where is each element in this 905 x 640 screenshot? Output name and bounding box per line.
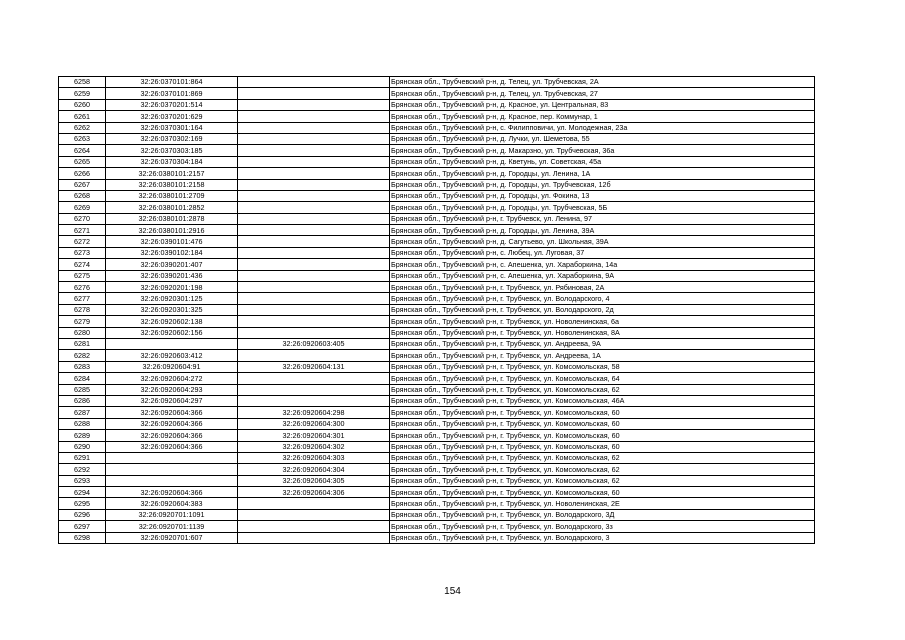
table-row [59, 407, 815, 418]
row-number-cell: 6272 [59, 236, 106, 247]
row-number-cell: 6261 [59, 111, 106, 122]
row-number-cell: 6287 [59, 407, 106, 418]
document-page [58, 76, 814, 544]
cadastral-number-cell [106, 338, 238, 349]
cadastral-number-cell: 32:26:0370302:169 [106, 133, 238, 144]
address-cell: Брянская обл., Трубчевский р-н, г. Трубчевск, ул. Комсомольская, 60 [390, 430, 815, 441]
cadastral-number-cell: 32:26:0390102:184 [106, 247, 238, 258]
table-body [59, 77, 815, 544]
row-number-cell: 6270 [59, 213, 106, 224]
cadastral-number-cell: 32:26:0390201:407 [106, 259, 238, 270]
row-number-cell: 6262 [59, 122, 106, 133]
table-row [59, 236, 815, 247]
cadastral-number-cell: 32:26:0920602:156 [106, 327, 238, 338]
row-number-cell: 6265 [59, 156, 106, 167]
cadastral-table [58, 76, 815, 544]
linked-cadastral-number-cell [238, 327, 390, 338]
cadastral-number-cell: 32:26:0920604:383 [106, 498, 238, 509]
linked-cadastral-number-cell: 32:26:0920604:303 [238, 452, 390, 463]
row-number-cell: 6266 [59, 168, 106, 179]
cadastral-number-cell: 32:26:0370303:185 [106, 145, 238, 156]
cadastral-number-cell: 32:26:0390101:476 [106, 236, 238, 247]
cadastral-number-cell [106, 452, 238, 463]
row-number-cell: 6278 [59, 304, 106, 315]
table-row [59, 316, 815, 327]
linked-cadastral-number-cell: 32:26:0920604:301 [238, 430, 390, 441]
address-cell: Брянская обл., Трубчевский р-н, г. Трубчевск, ул. Комсомольская, 60 [390, 418, 815, 429]
cadastral-number-cell: 32:26:0380101:2157 [106, 168, 238, 179]
linked-cadastral-number-cell: 32:26:0920604:302 [238, 441, 390, 452]
cadastral-number-cell: 32:26:0920603:412 [106, 350, 238, 361]
table-row [59, 259, 815, 270]
table-row [59, 282, 815, 293]
table-row [59, 350, 815, 361]
address-cell: Брянская обл., Трубчевский р-н, д. Телец, ул. Трубчевская, 2А [390, 77, 815, 88]
cadastral-number-cell: 32:26:0920201:198 [106, 282, 238, 293]
table-row [59, 327, 815, 338]
address-cell: Брянская обл., Трубчевский р-н, д. Красное, пер. Коммунар, 1 [390, 111, 815, 122]
table-row [59, 304, 815, 315]
table-row [59, 521, 815, 532]
linked-cadastral-number-cell [238, 202, 390, 213]
cadastral-number-cell: 32:26:0380101:2158 [106, 179, 238, 190]
linked-cadastral-number-cell [238, 384, 390, 395]
cadastral-number-cell: 32:26:0920701:1139 [106, 521, 238, 532]
row-number-cell: 6273 [59, 247, 106, 258]
row-number-cell: 6293 [59, 475, 106, 486]
address-cell: Брянская обл., Трубчевский р-н, с. Филипповичи, ул. Молодежная, 23а [390, 122, 815, 133]
page-number: 154 [444, 586, 461, 597]
address-cell: Брянская обл., Трубчевский р-н, г. Трубчевск, ул. Ленина, 97 [390, 213, 815, 224]
cadastral-number-cell: 32:26:0920604:91 [106, 361, 238, 372]
table-row [59, 99, 815, 110]
cadastral-number-cell: 32:26:0920604:272 [106, 373, 238, 384]
row-number-cell: 6285 [59, 384, 106, 395]
linked-cadastral-number-cell [238, 168, 390, 179]
cadastral-number-cell [106, 475, 238, 486]
address-cell: Брянская обл., Трубчевский р-н, г. Трубчевск, ул. Новоленинская, 8А [390, 327, 815, 338]
address-cell: Брянская обл., Трубчевский р-н, д. Городцы, ул. Трубчевская, 12б [390, 179, 815, 190]
cadastral-number-cell: 32:26:0920301:125 [106, 293, 238, 304]
table-row [59, 373, 815, 384]
table-row [59, 247, 815, 258]
table-row [59, 441, 815, 452]
linked-cadastral-number-cell [238, 88, 390, 99]
row-number-cell: 6280 [59, 327, 106, 338]
row-number-cell: 6269 [59, 202, 106, 213]
row-number-cell: 6283 [59, 361, 106, 372]
linked-cadastral-number-cell: 32:26:0920604:306 [238, 487, 390, 498]
linked-cadastral-number-cell [238, 225, 390, 236]
cadastral-number-cell: 32:26:0370201:514 [106, 99, 238, 110]
table-row [59, 509, 815, 520]
address-cell: Брянская обл., Трубчевский р-н, г. Трубчевск, ул. Комсомольская, 60 [390, 407, 815, 418]
row-number-cell: 6263 [59, 133, 106, 144]
linked-cadastral-number-cell: 32:26:0920603:405 [238, 338, 390, 349]
linked-cadastral-number-cell: 32:26:0920604:304 [238, 464, 390, 475]
linked-cadastral-number-cell: 32:26:0920604:298 [238, 407, 390, 418]
row-number-cell: 6286 [59, 395, 106, 406]
cadastral-number-cell: 32:26:0920301:325 [106, 304, 238, 315]
linked-cadastral-number-cell [238, 532, 390, 543]
row-number-cell: 6281 [59, 338, 106, 349]
address-cell: Брянская обл., Трубчевский р-н, г. Трубчевск, ул. Комсомольская, 62 [390, 464, 815, 475]
address-cell: Брянская обл., Трубчевский р-н, г. Трубчевск, ул. Володарского, 2д [390, 304, 815, 315]
linked-cadastral-number-cell: 32:26:0920604:131 [238, 361, 390, 372]
row-number-cell: 6259 [59, 88, 106, 99]
row-number-cell: 6295 [59, 498, 106, 509]
table-row [59, 418, 815, 429]
address-cell: Брянская обл., Трубчевский р-н, г. Трубчевск, ул. Новоленинская, 2Е [390, 498, 815, 509]
row-number-cell: 6282 [59, 350, 106, 361]
table-row [59, 202, 815, 213]
linked-cadastral-number-cell [238, 156, 390, 167]
address-cell: Брянская обл., Трубчевский р-н, д. Городцы, ул. Ленина, 1А [390, 168, 815, 179]
table-row [59, 487, 815, 498]
linked-cadastral-number-cell [238, 133, 390, 144]
address-cell: Брянская обл., Трубчевский р-н, г. Трубчевск, ул. Андреева, 9А [390, 338, 815, 349]
address-cell: Брянская обл., Трубчевский р-н, г. Трубчевск, ул. Рябиновая, 2А [390, 282, 815, 293]
table-row [59, 225, 815, 236]
table-row [59, 498, 815, 509]
address-cell: Брянская обл., Трубчевский р-н, г. Трубчевск, ул. Комсомольская, 60 [390, 487, 815, 498]
linked-cadastral-number-cell [238, 122, 390, 133]
cadastral-number-cell: 32:26:0920604:366 [106, 407, 238, 418]
row-number-cell: 6294 [59, 487, 106, 498]
address-cell: Брянская обл., Трубчевский р-н, г. Трубчевск, ул. Володарского, 4 [390, 293, 815, 304]
table-row [59, 133, 815, 144]
row-number-cell: 6274 [59, 259, 106, 270]
table-row [59, 532, 815, 543]
linked-cadastral-number-cell [238, 270, 390, 281]
address-cell: Брянская обл., Трубчевский р-н, г. Трубчевск, ул. Комсомольская, 64 [390, 373, 815, 384]
address-cell: Брянская обл., Трубчевский р-н, д. Городцы, ул. Ленина, 39А [390, 225, 815, 236]
linked-cadastral-number-cell [238, 509, 390, 520]
address-cell: Брянская обл., Трубчевский р-н, г. Трубчевск, ул. Андреева, 1А [390, 350, 815, 361]
linked-cadastral-number-cell [238, 259, 390, 270]
table-row [59, 190, 815, 201]
address-cell: Брянская обл., Трубчевский р-н, с. Апешенка, ул. Хараборкина, 14а [390, 259, 815, 270]
address-cell: Брянская обл., Трубчевский р-н, г. Трубчевск, ул. Володарского, 3з [390, 521, 815, 532]
linked-cadastral-number-cell [238, 179, 390, 190]
row-number-cell: 6290 [59, 441, 106, 452]
cadastral-number-cell: 32:26:0920604:366 [106, 441, 238, 452]
cadastral-number-cell: 32:26:0370101:869 [106, 88, 238, 99]
row-number-cell: 6264 [59, 145, 106, 156]
row-number-cell: 6296 [59, 509, 106, 520]
address-cell: Брянская обл., Трубчевский р-н, д. Городцы, ул. Трубчевская, 5Б [390, 202, 815, 213]
table-row [59, 179, 815, 190]
row-number-cell: 6271 [59, 225, 106, 236]
address-cell: Брянская обл., Трубчевский р-н, д. Красное, ул. Центральная, 83 [390, 99, 815, 110]
cadastral-number-cell: 32:26:0920602:138 [106, 316, 238, 327]
cadastral-number-cell: 32:26:0920604:366 [106, 430, 238, 441]
linked-cadastral-number-cell [238, 111, 390, 122]
linked-cadastral-number-cell [238, 247, 390, 258]
address-cell: Брянская обл., Трубчевский р-н, д. Лучки, ул. Шеметова, 55 [390, 133, 815, 144]
cadastral-number-cell: 32:26:0370301:164 [106, 122, 238, 133]
address-cell: Брянская обл., Трубчевский р-н, г. Трубчевск, ул. Новоленинская, 6а [390, 316, 815, 327]
address-cell: Брянская обл., Трубчевский р-н, г. Трубчевск, ул. Володарского, 3 [390, 532, 815, 543]
row-number-cell: 6258 [59, 77, 106, 88]
table-row [59, 338, 815, 349]
linked-cadastral-number-cell: 32:26:0920604:305 [238, 475, 390, 486]
row-number-cell: 6289 [59, 430, 106, 441]
linked-cadastral-number-cell [238, 99, 390, 110]
table-row [59, 122, 815, 133]
cadastral-number-cell: 32:26:0920604:297 [106, 395, 238, 406]
linked-cadastral-number-cell [238, 190, 390, 201]
row-number-cell: 6292 [59, 464, 106, 475]
address-cell: Брянская обл., Трубчевский р-н, д. Сагутьево, ул. Школьная, 39А [390, 236, 815, 247]
cadastral-number-cell: 32:26:0390201:436 [106, 270, 238, 281]
linked-cadastral-number-cell [238, 316, 390, 327]
address-cell: Брянская обл., Трубчевский р-н, д. Телец, ул. Трубчевская, 27 [390, 88, 815, 99]
row-number-cell: 6297 [59, 521, 106, 532]
address-cell: Брянская обл., Трубчевский р-н, г. Трубчевск, ул. Комсомольская, 62 [390, 452, 815, 463]
linked-cadastral-number-cell [238, 395, 390, 406]
table-row [59, 213, 815, 224]
linked-cadastral-number-cell [238, 498, 390, 509]
address-cell: Брянская обл., Трубчевский р-н, г. Трубчевск, ул. Комсомольская, 62 [390, 384, 815, 395]
linked-cadastral-number-cell [238, 350, 390, 361]
row-number-cell: 6291 [59, 452, 106, 463]
table-row [59, 361, 815, 372]
row-number-cell: 6260 [59, 99, 106, 110]
table-row [59, 145, 815, 156]
linked-cadastral-number-cell [238, 304, 390, 315]
address-cell: Брянская обл., Трубчевский р-н, г. Трубчевск, ул. Володарского, 3Д [390, 509, 815, 520]
linked-cadastral-number-cell: 32:26:0920604:300 [238, 418, 390, 429]
cadastral-number-cell: 32:26:0380101:2916 [106, 225, 238, 236]
row-number-cell: 6267 [59, 179, 106, 190]
table-row [59, 384, 815, 395]
cadastral-number-cell: 32:26:0370201:629 [106, 111, 238, 122]
linked-cadastral-number-cell [238, 77, 390, 88]
table-row [59, 395, 815, 406]
linked-cadastral-number-cell [238, 213, 390, 224]
row-number-cell: 6276 [59, 282, 106, 293]
table-row [59, 111, 815, 122]
table-row [59, 430, 815, 441]
address-cell: Брянская обл., Трубчевский р-н, д. Кветунь, ул. Советская, 45а [390, 156, 815, 167]
row-number-cell: 6277 [59, 293, 106, 304]
cadastral-number-cell: 32:26:0380101:2878 [106, 213, 238, 224]
cadastral-number-cell: 32:26:0920701:607 [106, 532, 238, 543]
cadastral-number-cell: 32:26:0920604:366 [106, 487, 238, 498]
table-row [59, 77, 815, 88]
linked-cadastral-number-cell [238, 236, 390, 247]
row-number-cell: 6268 [59, 190, 106, 201]
address-cell: Брянская обл., Трубчевский р-н, г. Трубчевск, ул. Комсомольская, 46А [390, 395, 815, 406]
cadastral-number-cell: 32:26:0380101:2852 [106, 202, 238, 213]
linked-cadastral-number-cell [238, 145, 390, 156]
address-cell: Брянская обл., Трубчевский р-н, с. Апешенка, ул. Хараборкина, 9А [390, 270, 815, 281]
address-cell: Брянская обл., Трубчевский р-н, с. Любец, ул. Луговая, 37 [390, 247, 815, 258]
row-number-cell: 6279 [59, 316, 106, 327]
table-row [59, 293, 815, 304]
address-cell: Брянская обл., Трубчевский р-н, г. Трубчевск, ул. Комсомольская, 58 [390, 361, 815, 372]
table-row [59, 156, 815, 167]
cadastral-number-cell: 32:26:0370101:864 [106, 77, 238, 88]
linked-cadastral-number-cell [238, 293, 390, 304]
cadastral-number-cell: 32:26:0370304:184 [106, 156, 238, 167]
table-row [59, 452, 815, 463]
table-row [59, 464, 815, 475]
table-row [59, 475, 815, 486]
linked-cadastral-number-cell [238, 521, 390, 532]
row-number-cell: 6298 [59, 532, 106, 543]
row-number-cell: 6288 [59, 418, 106, 429]
cadastral-number-cell: 32:26:0920701:1091 [106, 509, 238, 520]
table-row [59, 168, 815, 179]
row-number-cell: 6284 [59, 373, 106, 384]
cadastral-number-cell: 32:26:0380101:2709 [106, 190, 238, 201]
address-cell: Брянская обл., Трубчевский р-н, д. Макарзно, ул. Трубчевская, 36а [390, 145, 815, 156]
linked-cadastral-number-cell [238, 282, 390, 293]
table-row [59, 270, 815, 281]
cadastral-number-cell [106, 464, 238, 475]
cadastral-number-cell: 32:26:0920604:366 [106, 418, 238, 429]
address-cell: Брянская обл., Трубчевский р-н, г. Трубчевск, ул. Комсомольская, 60 [390, 441, 815, 452]
linked-cadastral-number-cell [238, 373, 390, 384]
table-row [59, 88, 815, 99]
row-number-cell: 6275 [59, 270, 106, 281]
address-cell: Брянская обл., Трубчевский р-н, д. Городцы, ул. Фокина, 13 [390, 190, 815, 201]
address-cell: Брянская обл., Трубчевский р-н, г. Трубчевск, ул. Комсомольская, 62 [390, 475, 815, 486]
cadastral-number-cell: 32:26:0920604:293 [106, 384, 238, 395]
